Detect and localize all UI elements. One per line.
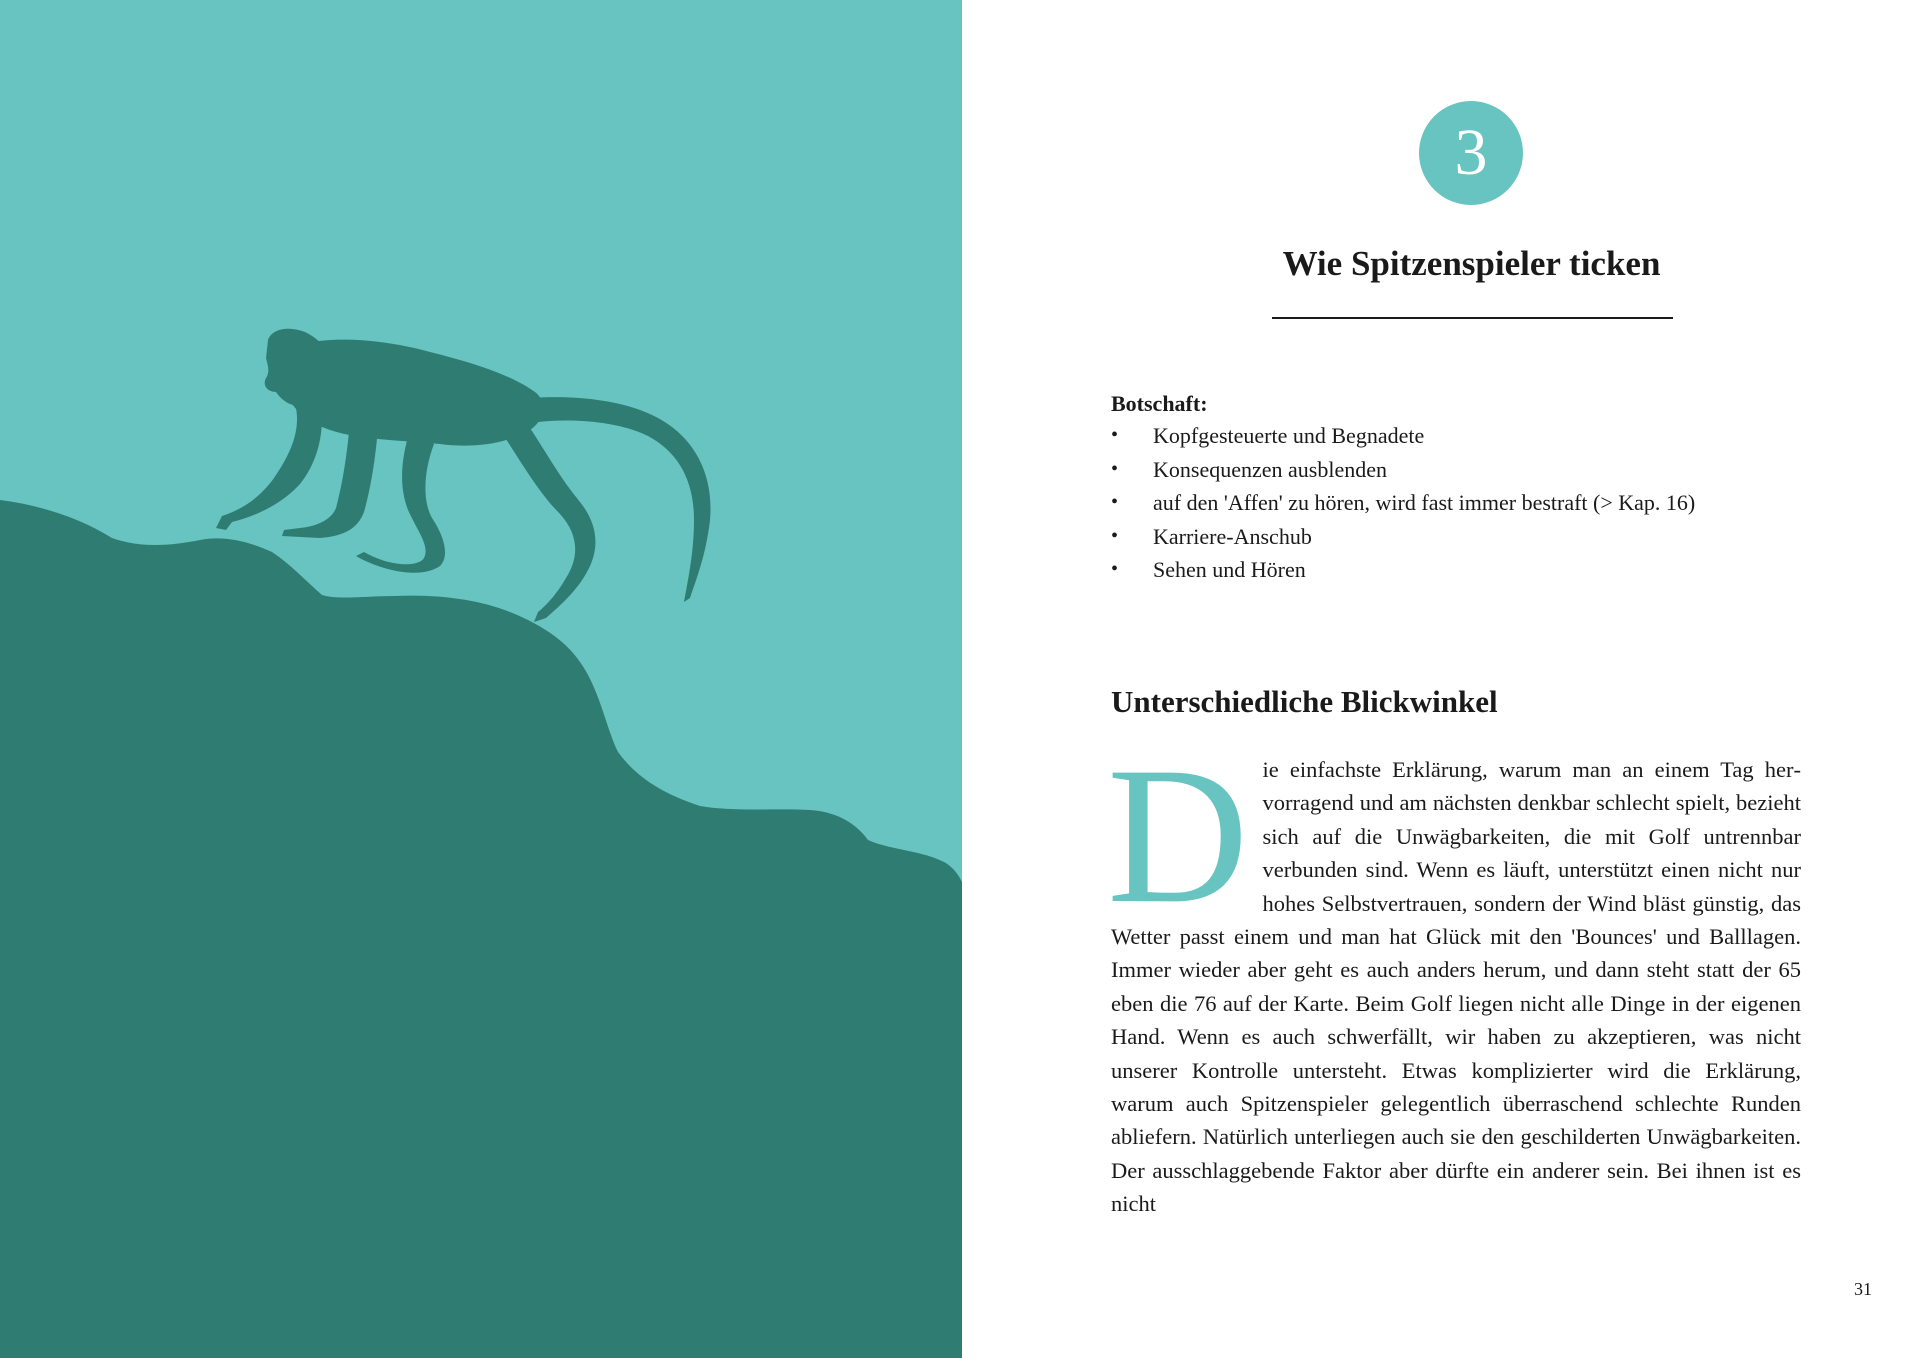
list-item: [1111, 520, 1851, 554]
message-label: Botschaft:: [1111, 391, 1208, 416]
list-item-text: Sehen und Hören: [1153, 557, 1306, 582]
bullet-icon: •: [1111, 457, 1119, 480]
text-page: [962, 0, 1922, 1358]
list-item-text: auf den 'Affen' zu hören, wird fast immer bestraft (> Kap. 16): [1153, 490, 1696, 515]
chapter-number-badge: 3: [1419, 101, 1523, 205]
list-item: [1111, 419, 1851, 453]
bullet-icon: •: [1111, 558, 1119, 580]
page-number: 31: [1854, 1279, 1872, 1299]
title-divider: [1272, 317, 1673, 319]
section-heading: Unterschiedliche Blickwinkel: [1111, 684, 1498, 719]
body-text: ie einfachste Erklärung, warum man an einem Tag hervorragend und am nächsten denkbar schlecht spielt, bezieht sich auf die Unwägbarkeiten, die mit Golf untrennbar verbunden sind. Wenn es läuft, unterstützt einen nicht nur hohes Selbstvertrauen, sondern der Wind bläst günstig, das Wetter passt einem und man hat Glück mit den 'Bounces' und Balllagen. Immer wieder aber geht es auch anders herum, und dann steht statt der 65 eben die 76 auf der Karte. Beim Golf liegen nicht alle Dinge in der eigenen Hand. Wenn es auch schwerfällt, wir haben zu akzeptieren, was nicht unserer Kontrolle untersteht. Etwas komplizierter wird die Erklärung, warum auch Spitzenspieler gelegentlich überraschend schlechte Runden abliefern. Natürlich unterliegen auch sie den geschilderten Unwägbarkeiten. Der ausschlaggebende Faktor aber dürfte ein anderer sein. Bei ihnen ist es nicht: [1111, 757, 1801, 1217]
list-item: [1111, 453, 1851, 487]
drop-cap: D: [1107, 727, 1249, 944]
list-item-text: Karriere-Anschub: [1153, 523, 1312, 549]
list-item-text: Kopfgesteuerte und Begnadete: [1153, 423, 1425, 448]
chapter-title: Wie Spitzenspieler ticken: [1282, 244, 1661, 283]
list-item: [1111, 486, 1851, 520]
bullet-icon: •: [1111, 424, 1119, 446]
rock-cliff-icon: [0, 500, 962, 1358]
body-paragraph: [1107, 727, 1801, 1221]
list-item-text: Konsequenzen ausblenden: [1153, 456, 1387, 482]
message-box: [1111, 389, 1851, 587]
list-item: [1111, 553, 1851, 587]
bullet-icon: •: [1111, 491, 1119, 513]
message-list: [1111, 419, 1851, 587]
bullet-icon: •: [1111, 524, 1119, 547]
